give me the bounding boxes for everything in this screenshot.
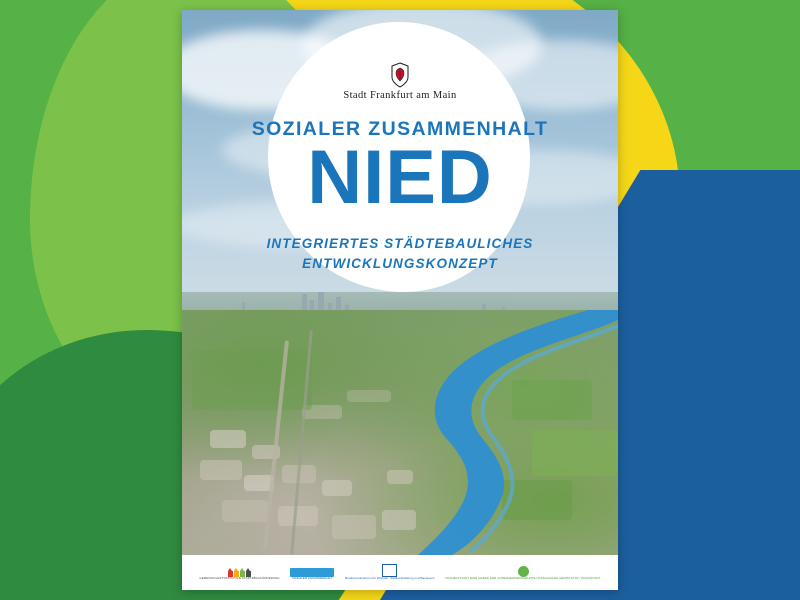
cover-photo: [182, 10, 618, 555]
city-crest-label: Stadt Frankfurt am Main: [343, 90, 457, 101]
logo-caption: Bundesministerium für Wohnen, Stadtentwicklung und Bauwesen: [345, 576, 435, 581]
logo-projektstadt: [446, 564, 601, 580]
logo-caption: SOZIALER ZUSAMMENHALT: [291, 576, 333, 581]
logo-caption: PROJEKTSTADT EINE MARKE DER UNTERNEHMENSGRUPPE NASSAUISCHE HEIMSTÄTTE / WOHNSTADT: [445, 576, 601, 581]
logo-caption: GEMEINSCHAFTSINITIATIVE STÄDTEBAUFÖRDERUNG: [199, 576, 280, 581]
logo-bund-laender-stadtebauforderung: [199, 564, 279, 580]
cover-title: NIED: [307, 135, 493, 220]
frankfurt-eagle-crest-icon: [390, 62, 410, 88]
cover-subtitle: [182, 234, 618, 273]
river-main: [182, 310, 618, 555]
footer-logo-strip: [182, 555, 618, 590]
logo-bundesministerium: [345, 564, 435, 580]
city-crest-block: [182, 62, 618, 101]
cover-subtitle-line1: INTEGRIERTES STÄDTEBAULICHES: [266, 236, 534, 251]
cover-subtitle-line2: ENTWICKLUNGSKONZEPT: [302, 255, 498, 271]
document-cover: [182, 10, 618, 590]
logo-sozialer-zusammenhalt: [290, 564, 334, 580]
cover-kicker: SOZIALER ZUSAMMENHALT: [251, 118, 549, 140]
